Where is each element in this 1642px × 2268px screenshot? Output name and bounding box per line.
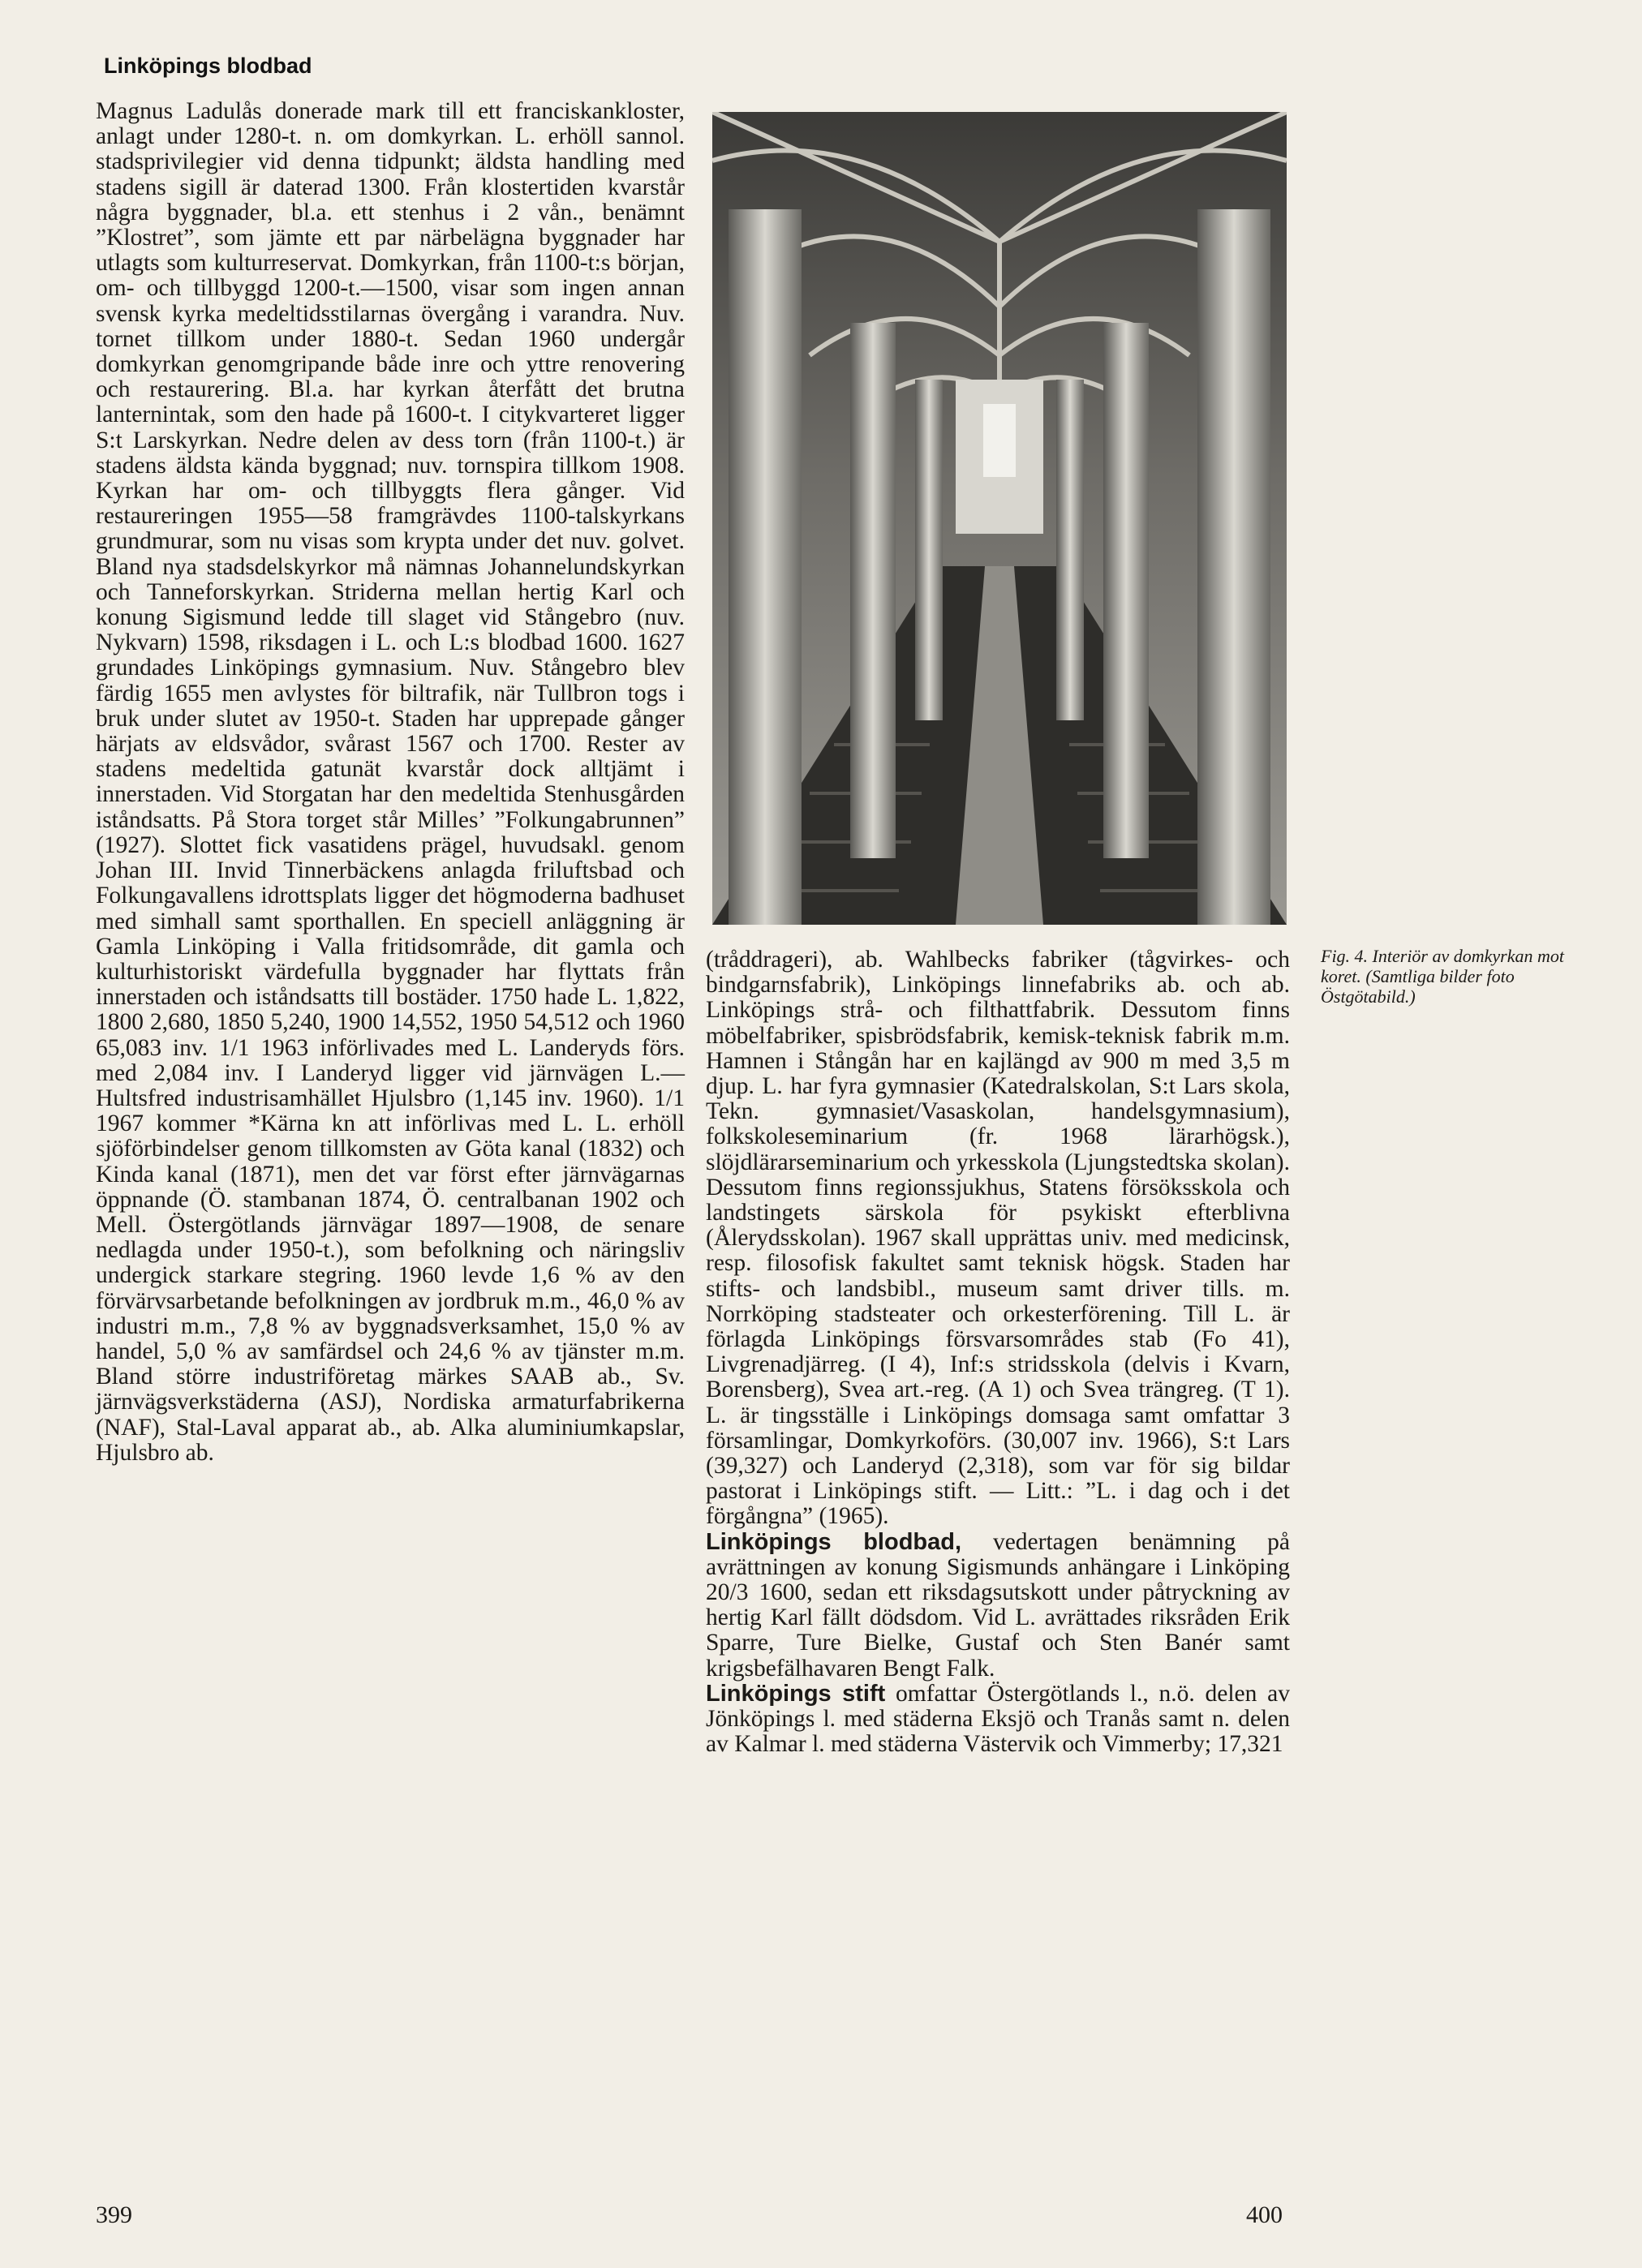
entry-text-linkopings-stift: omfattar Östergötlands l., n.ö. delen av Jönköpings l. med städerna Eksjö och Tranås samt n. delen av Kalmar l. med städerna Västervik och Vimmerby; 17,321 (706, 1680, 1291, 1758)
right-column-continuation: (tråddrageri), ab. Wahlbecks fabriker (tågvirkes- och bindgarnsfabrik), Linköpings linnefabriks ab. och ab. Linköpings strå- och filthattfabrik. Dessutom finns möbelfabriker, spisbrödsfabrik, kemisk-teknisk fabrik m.m. Hamnen i Stångån har en kajlängd av 900 m med 3,5 m djup. L. har fyra gymnasier (Katedralskolan, S:t Lars skola, Tekn. gymnasiet/Vasaskolan, handelsgymnasium), folkskoleseminarium (fr. 1968 lärarhögsk.), slöjdlärarseminarium och yrkesskola (Ljungstedtska skolan). Dessutom finns regionssjukhus, Statens försöksskola och landstingets särskola för psykiskt efterblivna (Ålerydsskolan). 1967 skall upprättas univ. med medicinsk, resp. filosofisk fakultet samt teknisk högsk. Staden har stifts- och landsbibl., museum samt driver tills. m. Norrköping stadsteater och orkesterförening. Till L. är förlagda Linköpings försvarsområdes stab (Fo 41), Livgrenadjärreg. (I 4), Inf:s stridsskola (delvis i Kvarn, Borensberg), Svea art.-reg. (A 1) och Svea trängreg. (T 1). L. är tingsställe i Linköpings domsaga samt omfattar 3 församlingar, Domkyrkoförs. (30,007 inv. 1966), S:t Lars (39,327) och Landeryd (2,318), som var för sig bildar pastorat i Linköpings stift. — Litt.: ”L. i dag och i det förgångna” (1965). (706, 947, 1290, 1530)
entry-heading-linkopings-blodbad: Linköpings blodbad, (706, 1528, 962, 1555)
page-number-left: 399 (96, 2201, 132, 2228)
page-number-right: 400 (1246, 2201, 1283, 2228)
left-column (96, 99, 685, 1466)
entry-heading-linkopings-stift: Linköpings stift (706, 1680, 886, 1707)
figure-caption: Fig. 4. Interiör av domkyrkan mot koret. (Samtliga bilder foto Östgötabild.) (1321, 946, 1564, 1007)
cathedral-interior-photo (712, 112, 1287, 925)
entry-text-linkopings-blodbad: vedertagen benämning på avrättningen av konung Sigismunds anhängare i Linköping 20/3 1600, sedan ett riksdagsutskott under påtryckning av hertig Karl fällt dödsdom. Vid L. avrättades riksråden Erik Sparre, Ture Bielke, Gustaf och Sten Banér samt krigsbefälhavaren Bengt Falk. (706, 1528, 1291, 1682)
left-column-text: Magnus Ladulås donerade mark till ett franciskankloster, anlagt under 1280-t. n. om domkyrkan. L. erhöll sannol. stadsprivilegier vid denna tidpunkt; äldsta handling med stadens sigill är daterad 1300. Från klostertiden kvarstår några byggnader, bl.a. ett stenhus i 2 vån., benämnt ”Klostret”, som jämte ett par närbelägna byggnader har utlagts som kulturreservat. Domkyrkan, från 1100-t:s början, om- och tillbyggd 1200-t.—1500, visar som ingen annan svensk kyrka medeltidsstilarnas övergång i varandra. Nuv. tornet tillkom under 1880-t. Sedan 1960 undergår domkyrkan genomgripande både inre och yttre renovering och restaurering. Bl.a. har kyrkan återfått det brutna lanternintak, som den hade på 1600-t. I citykvarteret ligger S:t Larskyrkan. Nedre delen av dess torn (från 1100-t.) är stadens äldsta kända byggnad; nuv. tornspira tillkom 1908. Kyrkan har om- och tillbyggts flera gånger. Vid restaureringen 1955—58 framgrävdes 1100-talskyrkans grundmurar, som nu visas som krypta under det nuv. golvet. Bland nya stadsdelskyrkor må nämnas Johannelundskyrkan och Tanneforskyrkan. Striderna mellan hertig Karl och konung Sigismund ledde till slaget vid Stångebro (nuv. Nykvarn) 1598, riksdagen i L. och L:s blodbad 1600. 1627 grundades Linköpings gymnasium. Nuv. Stångebro blev färdig 1655 men avlystes för biltrafik, när Tullbron togs i bruk under slutet av 1950-t. Staden har upprepade gånger härjats av eldsvådor, svårast 1567 och 1700. Rester av stadens medeltida gatunät kvarstår dock alltjämt i innerstaden. Vid Storgatan har den medeltida Stenhusgården iståndsatts. På Stora torget står Milles’ ”Folkungabrunnen” (1927). Slottet fick vasatidens prägel, huvudsakl. genom Johan III. Invid Tinnerbäckens anlagda friluftsbad och Folkungavallens idrottsplats ligger det högmoderna badhuset med simhall samt sporthallen. En speciell anläggning är Gamla Linköping i Valla fritidsområde, dit gamla och kulturhistoriskt värdefulla byggnader har flyttats från innerstaden och iståndsatts till bostäder. 1750 hade L. 1,822, 1800 2,680, 1850 5,240, 1900 14,552, 1950 54,512 och 1960 65,083 inv. 1/1 1963 införlivades med L. Landeryds förs. med 2,084 inv. I Landeryd ligger vid järnvägen L.—Hultsfred industrisamhället Hjulsbro (1,145 inv. 1960). 1/1 1967 kommer *Kärna kn att införlivas med L. L. erhöll sjöförbindelser genom tillkomsten av Göta kanal (1832) och Kinda kanal (1871), men det var först efter järnvägarnas öppnande (Ö. stambanan 1874, Ö. centralbanan 1902 och Mell. Östergötlands järnvägar 1897—1908, de senare nedlagda under 1950-t.), som befolkning och näringsliv undergick starkare stegring. 1960 levde 1,6 % av den förvärvsarbetande befolkningen av jordbruk m.m., 46,0 % av industri m.m., 7,8 % av byggnadsverksamhet, 15,0 % av handel, 5,0 % av samfärdsel och 24,6 % av tjänster m.m. Bland större industriföretag märkes SAAB ab., Sv. järnvägsverkstäderna (ASJ), Nordiska armaturfabrikerna (NAF), Stal-Laval apparat ab., ab. Alka aluminiumkapslar, Hjulsbro ab. (96, 98, 685, 1466)
right-column (706, 947, 1290, 1758)
running-head: Linköpings blodbad (104, 54, 312, 78)
